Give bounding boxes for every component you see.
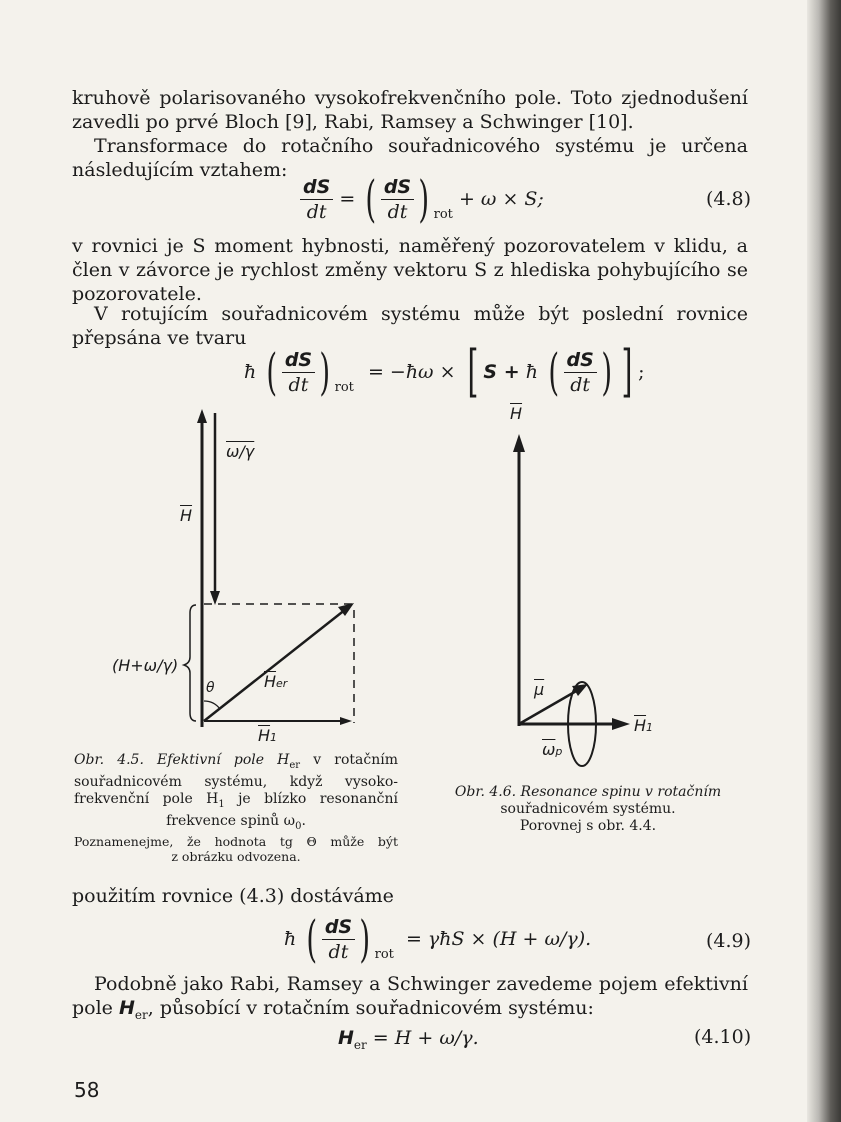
fig46-label-omega-p: $\overline{\omega}p$	[542, 740, 563, 759]
fig45-label-Her: $\overline{H}er$	[264, 672, 288, 691]
eq49-denominator: dt	[328, 940, 349, 963]
fig46-h-arrowhead	[513, 434, 525, 452]
fig45-axis-arrowhead	[197, 409, 207, 423]
eq-u-inner-numerator: dS	[564, 348, 597, 373]
paragraph-3: v rovnici je S moment hybnosti, naměřený pozorovatelem v klidu, a člen v závorce je rychlost změny vektoru S z hlediska pohybujícího se pozorovatele.	[72, 235, 748, 305]
equation-4-10: $H_{er} = H + \omega/\gamma$.	[338, 1027, 479, 1052]
fig46-label-H: $\overline{H}$	[510, 404, 523, 423]
fig45-her-line	[204, 609, 346, 721]
fig45-theta-arc	[204, 701, 220, 709]
fig45-label-theta: θ	[206, 680, 215, 696]
eq48-paren-denominator: dt	[387, 200, 408, 223]
eq-u-inner-denominator: dt	[570, 373, 591, 396]
paragraph-6: Podobně jako Rabi, Ramsey a Schwinger zavedeme pojem efektivní pole $H_{er}$, působící v rotačním souřadnicovém systému:	[72, 973, 748, 1022]
eq49-rot-subscript: rot	[374, 947, 394, 962]
figure-4-5	[180, 405, 380, 750]
fig45-note-line-2: z obrázku odvozena.	[171, 849, 301, 865]
eq-u-S: S +	[483, 361, 520, 383]
fig46-label-H1: $\overline{H}1$	[634, 716, 654, 735]
fig46-caption-line-3: Porovnej s obr. 4.4.	[519, 818, 657, 834]
fig45-brace	[184, 605, 196, 721]
fig46-caption-line-1: Obr. 4.6. Resonance spinu v rotačním	[454, 784, 722, 800]
fig46-h1-arrowhead	[612, 718, 630, 730]
fig45-omega-arrowhead	[210, 591, 220, 605]
eq410-rhs: = H + ω/γ.	[372, 1027, 479, 1049]
eq48-denominator: dt	[306, 200, 327, 223]
fig45-h1-arrowhead	[340, 717, 352, 725]
fig45-label-omega: ω/γ	[226, 442, 255, 461]
eq48-rhs: + ω × S;	[458, 188, 544, 210]
fig45-label-H1: $\overline{H}1$	[258, 726, 278, 745]
book-binding-shadow	[807, 0, 841, 1122]
equation-number-4-9: (4.9)	[706, 930, 752, 952]
eq48-numerator: dS	[300, 175, 333, 200]
fig45-label-H: $\overline{H}$	[180, 506, 193, 525]
paragraph-4: V rotujícím souřadnicovém systému může být poslední rovnice přepsána ve tvaru	[72, 303, 748, 349]
eq49-numerator: dS	[322, 915, 355, 940]
fig46-label-mu: $\overline{\mu}$	[534, 680, 545, 699]
eq49-rhs: = γħS × (H + ω/γ).	[405, 928, 592, 950]
fig46-caption-line-2: souřadnicovém systému.	[500, 801, 676, 817]
equation-4-9: ħ ( $\frac{dS}{dt}$ ) $_{rot}$ = γħS × (H + ω/γ).	[284, 910, 592, 968]
eq-u-rot-subscript: rot	[334, 380, 354, 395]
fig45-label-sum: (H+ω/γ)	[112, 656, 179, 675]
equation-number-4-10: (4.10)	[694, 1026, 752, 1048]
paragraph-1: kruhově polarisovaného vysokofrekvenčního pole. Toto zjednodušení zavedli po prvé Bloch [9], Rabi, Ramsey a Schwinger [10].	[72, 87, 748, 133]
fig45-note-line-1: Poznamenejme, že hodnota tg Θ může být	[74, 834, 398, 850]
paragraph-2: Transformace do rotačního souřadnicového systému je určena následujícím vztahem:	[72, 135, 748, 181]
equation-unnumbered: ħ ( $\frac{dS}{dt}$ ) $_{rot}$ = −ħω × [ S + ħ ( $\frac{dS}{dt}$ ) ] ;	[244, 339, 645, 404]
eq-u-numerator: dS	[282, 348, 315, 373]
eq48-rot-subscript: rot	[433, 207, 453, 222]
eq48-paren-numerator: dS	[381, 175, 414, 200]
eq-u-denominator: dt	[288, 373, 309, 396]
equation-4-8: $\frac{dS}{dt}$ = ( $\frac{dS}{dt}$ ) $_{rot}$ + ω × S;	[300, 174, 544, 227]
fig45-caption: Obr. 4.5. Efektivní pole $H_{er}$ v rotačním souřadnicovém systému, když vysoko- frekvenční pole $H_1$ je blízko resonanční frekvence spinů $\omega_0$. Poznamenejme, že hodnota tg Θ může být z obrázku odvozena.	[74, 752, 398, 865]
page-number: 58	[74, 1078, 100, 1102]
fig46-caption	[436, 784, 740, 835]
eq-u-mid: = −ħω ×	[367, 361, 456, 383]
equation-number-4-8: (4.8)	[706, 188, 752, 210]
paragraph-5: použitím rovnice (4.3) dostáváme	[72, 885, 394, 907]
